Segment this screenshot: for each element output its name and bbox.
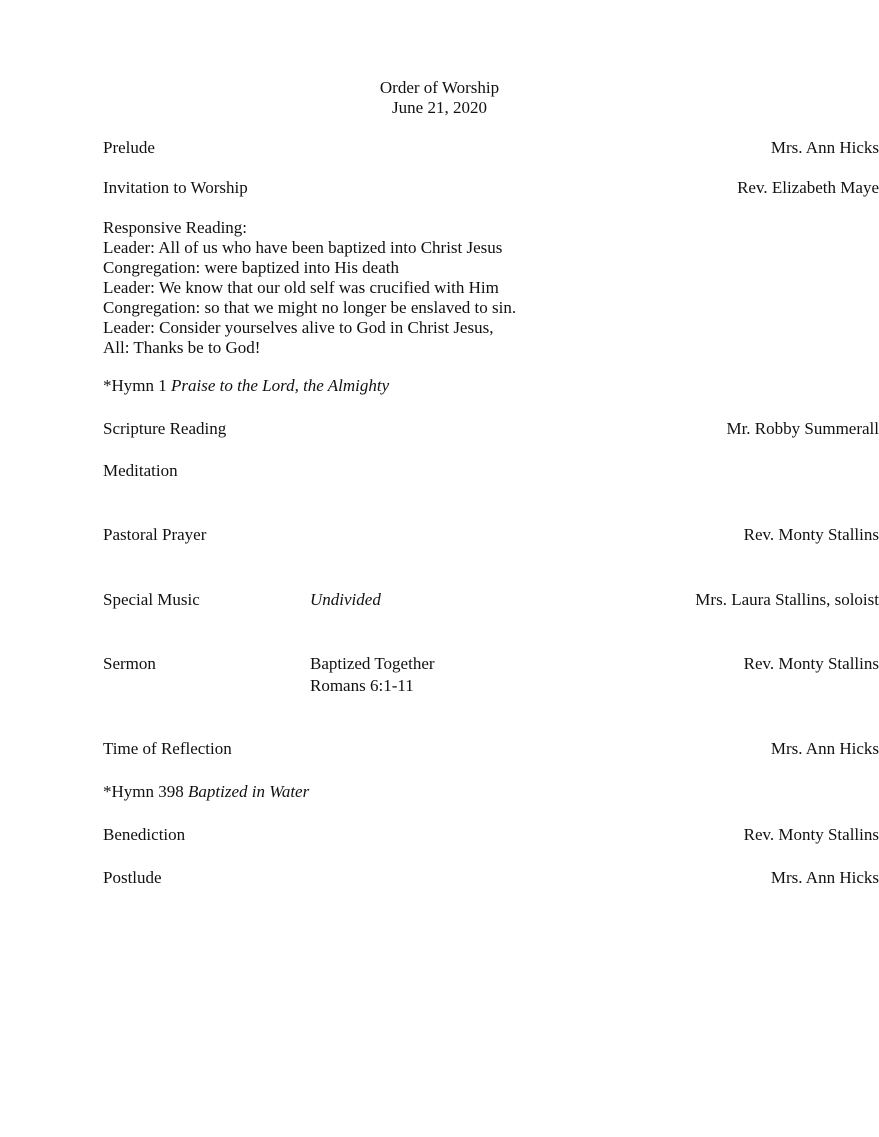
invitation-label: Invitation to Worship (103, 178, 248, 197)
sermon-passage: Romans 6:1-11 (310, 676, 414, 695)
reading-line: Leader: All of us who have been baptized into Christ Jesus (103, 238, 503, 257)
postlude-label: Postlude (103, 868, 162, 887)
responsive-reading-heading: Responsive Reading: (103, 218, 248, 237)
reading-line: Leader: Consider yourselves alive to God in Christ Jesus, (103, 318, 494, 337)
reading-line: Congregation: were baptized into His death (103, 258, 399, 277)
special-music-title: Undivided (310, 590, 381, 609)
special-music-label: Special Music (103, 590, 200, 609)
scripture-leader: Mr. Robby Summerall (726, 419, 879, 438)
prelude-leader: Mrs. Ann Hicks (770, 138, 879, 157)
postlude-leader: Mrs. Ann Hicks (770, 868, 879, 887)
page-title: Order of Worship (379, 78, 500, 97)
hymn-1 (103, 376, 389, 396)
benediction-leader: Rev. Monty Stallins (743, 825, 879, 844)
reading-line: Congregation: so that we might no longer be enslaved to sin. (103, 298, 517, 317)
reading-line: Leader: We know that our old self was crucified with Him (103, 278, 499, 297)
benediction-label: Benediction (103, 825, 186, 844)
pastoral-prayer-leader: Rev. Monty Stallins (743, 525, 879, 544)
hymn-398-title: Baptized in Water (188, 782, 310, 801)
service-date: June 21, 2020 (392, 98, 487, 117)
special-music-performer: Mrs. Laura Stallins, soloist (695, 590, 879, 609)
hymn-398-number: *Hymn 398 (103, 782, 188, 801)
hymn-1-title: Praise to the Lord, the Almighty (171, 376, 390, 395)
sermon-title: Baptized Together (310, 654, 435, 673)
hymn-1-number: *Hymn 1 (103, 376, 171, 395)
prelude-label: Prelude (103, 138, 155, 157)
reflection-leader: Mrs. Ann Hicks (770, 739, 879, 758)
reflection-label: Time of Reflection (103, 739, 232, 758)
sermon-preacher: Rev. Monty Stallins (743, 654, 879, 673)
hymn-398 (103, 782, 309, 802)
scripture-label: Scripture Reading (103, 419, 227, 438)
reading-line: All: Thanks be to God! (103, 338, 261, 357)
invitation-leader: Rev. Elizabeth Maye (737, 178, 879, 197)
pastoral-prayer-label: Pastoral Prayer (103, 525, 207, 544)
sermon-label: Sermon (103, 654, 156, 673)
meditation-label: Meditation (103, 461, 178, 480)
